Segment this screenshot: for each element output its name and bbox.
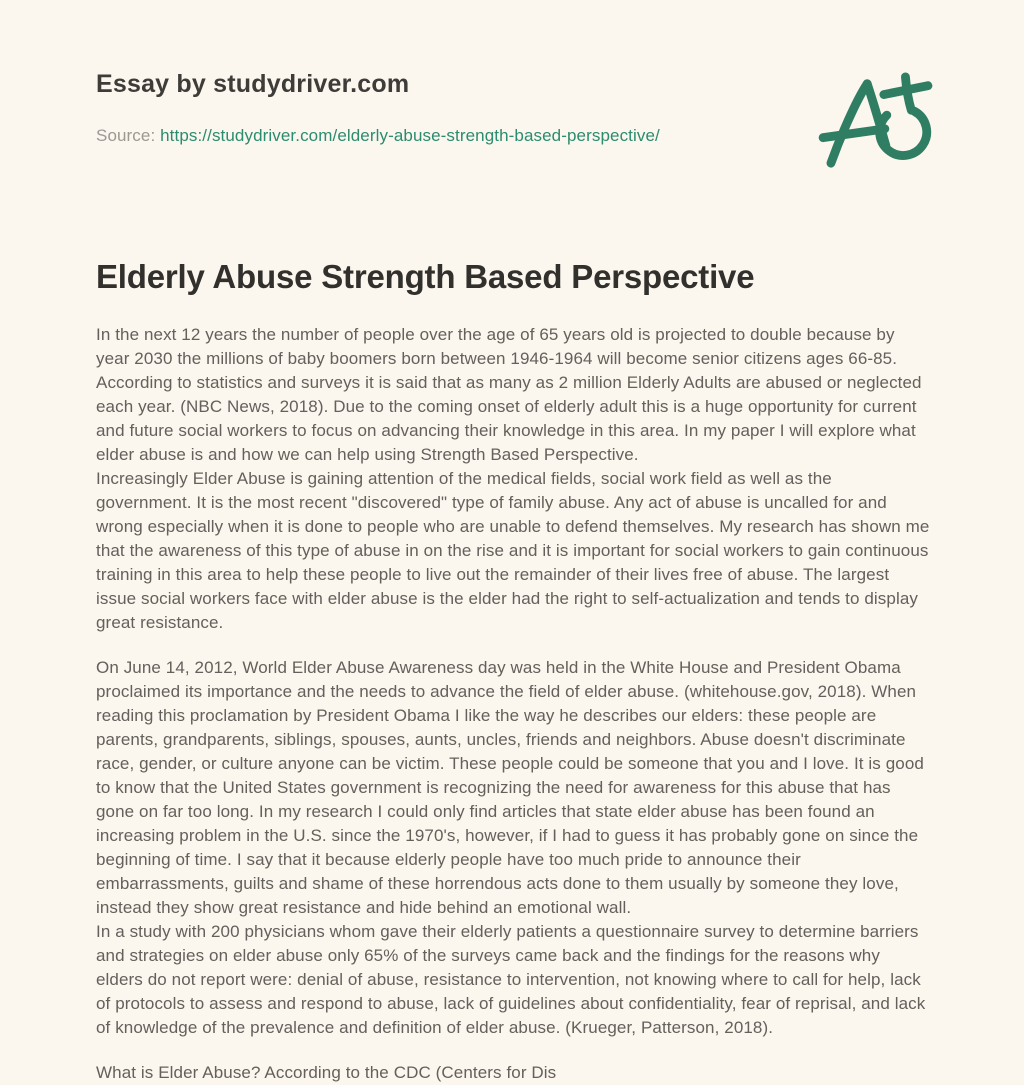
- a-plus-icon: [823, 77, 928, 163]
- essay-paragraph: What is Elder Abuse? According to the CDC (Centers for Dis: [96, 1063, 557, 1082]
- essay-paragraph: On June 14, 2012, World Elder Abuse Awareness day was held in the White House and President Obama proclaimed its importance and the needs to advance the field of elder abuse. (whitehouse.gov, 2018). When reading this proclamation by President Obama I like the way he describes our elders: these people are parents, grandparents, siblings, spouses, aunts, uncles, friends and neighbors. Abuse doesn't discriminate race, gender, or culture anyone can be victim. These people could be someone that you and I love. It is good to know that the United States government is recognizing the need for awareness for this abuse that has gone on far too long. In my research I could only find articles that state elder abuse has been found an increasing problem in the U.S. since the 1970's, however, if I had to guess it has probably gone on since the beginning of time. I say that it because elderly people have too much pride to announce their embarrassments, guilts and shame of these horrendous acts done to them usually by someone they love, instead they show great resistance and hide behind an emotional wall.: [96, 658, 924, 917]
- essay-body: [96, 323, 930, 1085]
- essay-title: Elderly Abuse Strength Based Perspective: [96, 258, 755, 295]
- page-title: Essay by studydriver.com: [96, 70, 410, 98]
- studydriver-a-plus-logo-icon: [818, 72, 936, 170]
- document-header: [96, 70, 928, 146]
- source-line: [96, 126, 928, 146]
- source-link[interactable]: https://studydriver.com/elderly-abuse-strength-based-perspective/: [160, 126, 660, 145]
- essay-paragraph: In the next 12 years the number of people over the age of 65 years old is projected to double because by year 2030 the millions of baby boomers born between 1946-1964 will become senior citizens ages 66-85. According to statistics and surveys it is said that as many as 2 million Elderly Adults are abused or neglected each year. (NBC News, 2018). Due to the coming onset of elderly adult this is a huge opportunity for current and future social workers to focus on advancing their knowledge in this area. In my paper I will explore what elder abuse is and how we can help using Strength Based Perspective.: [96, 325, 922, 464]
- paragraph-block-3: [96, 1061, 930, 1085]
- paragraph-block-1: [96, 323, 930, 635]
- essay-paragraph: Increasingly Elder Abuse is gaining attention of the medical fields, social work field as well as the government. It is the most recent "discovered" type of family abuse. Any act of abuse is uncalled for and wrong especially when it is done to people who are unable to defend themselves. My research has shown me that the awareness of this type of abuse in on the rise and it is important for social workers to gain continuous training in this area to help these people to live out the remainder of their lives free of abuse. The largest issue social workers face with elder abuse is the elder had the right to self-actualization and tends to display great resistance.: [96, 469, 930, 632]
- source-label: Source:: [96, 126, 156, 145]
- paragraph-block-2: [96, 656, 930, 1040]
- essay-paragraph: In a study with 200 physicians whom gave their elderly patients a questionnaire survey to determine barriers and strategies on elder abuse only 65% of the surveys came back and the findings for the reasons why elders do not report were: denial of abuse, resistance to intervention, not knowing where to call for help, lack of protocols to assess and respond to abuse, lack of guidelines about confidentiality, fear of reprisal, and lack of knowledge of the prevalence and definition of elder abuse. (Krueger, Patterson, 2018).: [96, 922, 926, 1037]
